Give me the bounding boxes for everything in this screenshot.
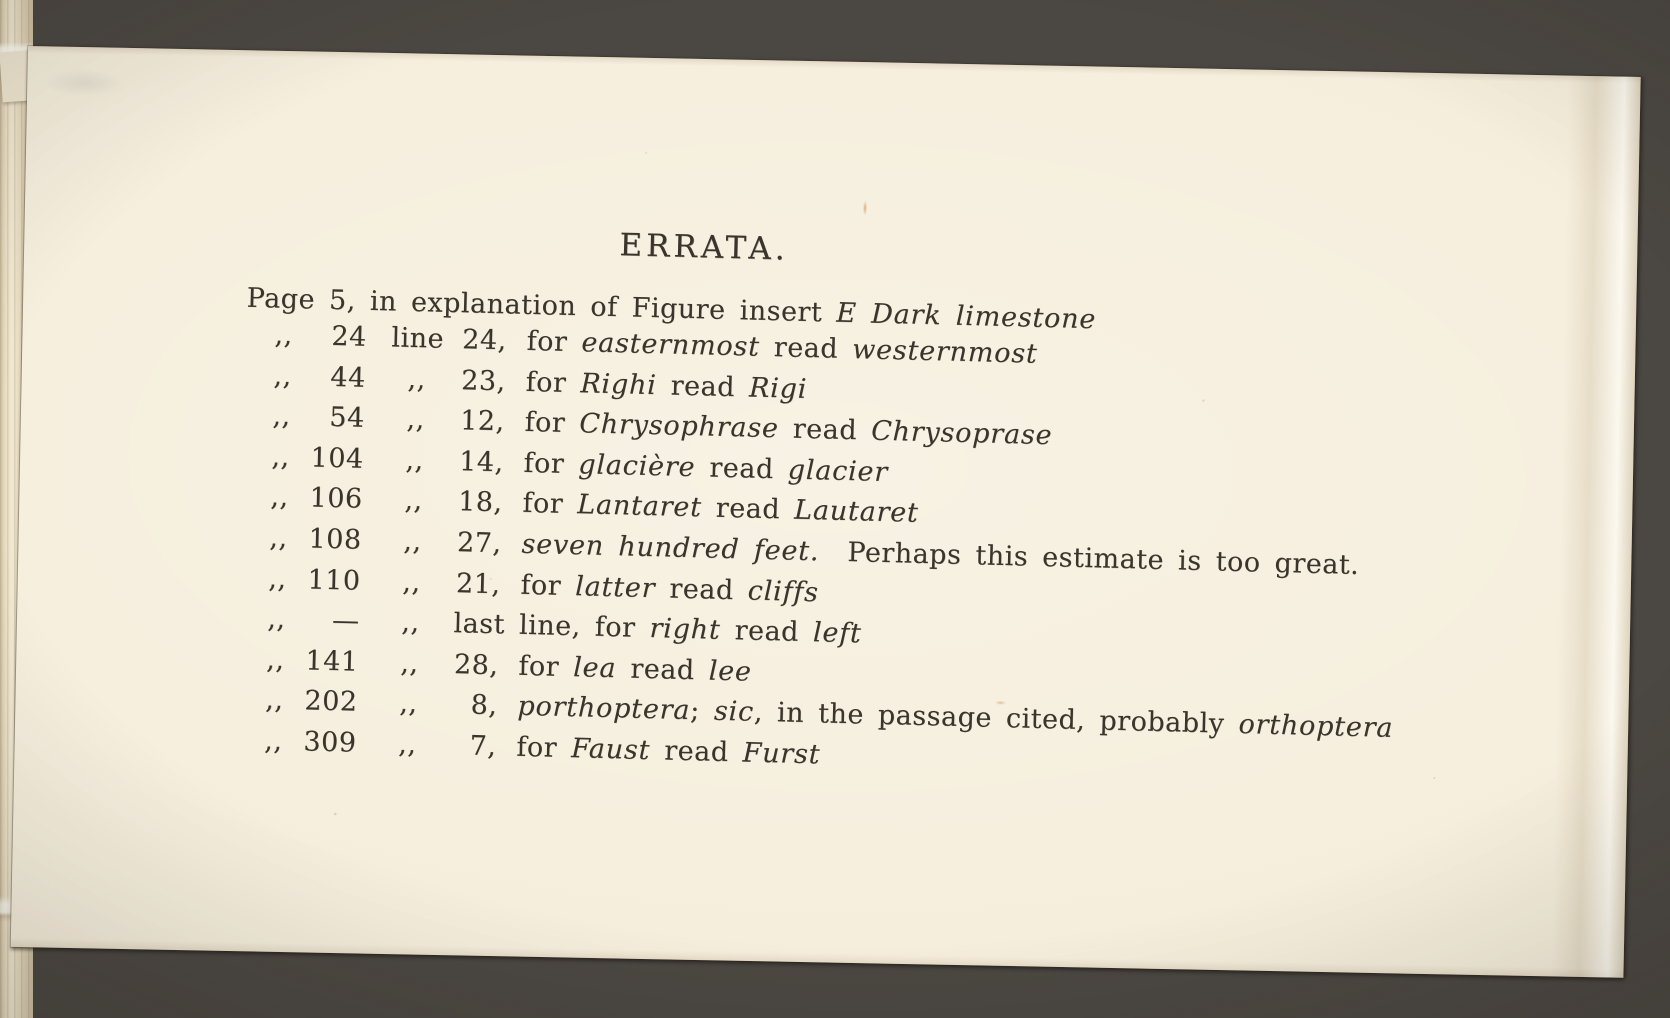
printed-text-block (151, 217, 1464, 796)
plain-text: for (523, 447, 579, 480)
plain-text: for (518, 650, 574, 683)
page-ditto-mark: ,, (266, 644, 285, 676)
line-number: 8, (470, 689, 498, 722)
italic-text: Chrysophrase (578, 408, 780, 445)
line-number: 12, (459, 405, 506, 438)
italic-text: westernmost (851, 334, 1038, 370)
plain-text: for (520, 569, 576, 602)
page-ditto-mark: ,, (267, 603, 286, 635)
line-number: 14, (458, 445, 505, 479)
line-number: 24, (461, 324, 508, 357)
errata-title: ERRATA. (619, 227, 790, 268)
italic-text: Chrysoprase (870, 415, 1053, 452)
erratum-text (516, 732, 821, 771)
line-number: 23, (460, 364, 507, 397)
page-number: — (331, 605, 360, 637)
page-ditto-mark: ,, (268, 562, 288, 595)
italic-text: cliffs (747, 575, 820, 608)
italic-text: left (812, 617, 863, 650)
page-number: 104 (310, 442, 365, 475)
italic-text: E Dark limestone (835, 297, 1097, 336)
italic-text: seven hundred feet. (521, 528, 820, 568)
line-ditto-mark: ,, (403, 525, 423, 558)
line-ditto-mark: ,, (401, 606, 421, 639)
italic-text: Lautaret (793, 495, 920, 530)
italic-text: lea (572, 651, 617, 684)
page-ditto-mark: ,, (274, 319, 294, 351)
plain-text: last line, for (453, 608, 650, 645)
italic-text: orthoptera (1238, 709, 1394, 745)
intro-page-label: Page (246, 282, 316, 316)
italic-text: Rigi (748, 372, 808, 405)
italic-text: glacier (787, 454, 889, 488)
page-number: 24 (331, 320, 368, 353)
plain-text: ; (689, 695, 715, 728)
line-ditto-mark: ,, (402, 566, 422, 598)
line-ditto-mark: ,, (407, 363, 427, 395)
erratum-text (518, 651, 752, 688)
page-number: 106 (309, 482, 364, 516)
line-number: 28, (453, 648, 499, 681)
page-number: 141 (305, 645, 359, 678)
page-ditto-mark: ,, (263, 725, 283, 757)
italic-text: Righi (580, 367, 658, 401)
line-ditto-mark: ,, (400, 647, 419, 679)
italic-text: latter (574, 570, 656, 604)
line-number: 21, (455, 567, 501, 600)
italic-text: Lantaret (576, 489, 703, 524)
plain-text: , in the passage cited, probably (753, 697, 1239, 741)
italic-text: sic (713, 696, 755, 729)
plain-text: read (720, 615, 814, 649)
line-number: 18, (457, 486, 503, 519)
italic-text: porthoptera (517, 691, 691, 727)
page-ditto-mark: ,, (269, 522, 289, 554)
plain-text: for (522, 488, 578, 521)
page-ditto-mark: ,, (270, 481, 290, 514)
page-ditto-mark: ,, (271, 441, 291, 473)
plain-text: for (525, 366, 581, 399)
line-number: 7, (469, 730, 497, 763)
line-ditto-mark: line (391, 322, 445, 355)
plain-text: read (654, 572, 749, 607)
italic-text: right (649, 613, 721, 647)
italic-text: easternmost (581, 327, 761, 363)
page-number: 202 (304, 685, 358, 719)
erratum-text (525, 366, 807, 404)
line-ditto-mark: ,, (404, 485, 424, 517)
line-ditto-mark: ,, (406, 404, 426, 436)
page-ditto-mark: ,, (264, 684, 284, 717)
plain-text: 5, in explanation of Figure insert (328, 284, 837, 329)
plain-text: read (656, 369, 750, 404)
italic-text: glacière (577, 448, 696, 483)
line-ditto-mark: ,, (405, 444, 425, 477)
page-number: 108 (308, 523, 363, 556)
plain-text: for (524, 407, 580, 440)
plain-text: read (778, 413, 872, 447)
line-ditto-mark: ,, (397, 728, 417, 761)
page-number: 54 (328, 402, 366, 434)
plain-text: for (516, 731, 572, 765)
plain-text: read (694, 451, 789, 486)
page-number: 110 (307, 563, 361, 597)
intro-space (315, 284, 330, 315)
plain-text: read (649, 735, 744, 769)
plain-text: Perhaps this estimate is too great. (818, 536, 1360, 581)
erratum-text (520, 569, 819, 608)
italic-text: Faust (570, 733, 651, 767)
errata-rows (151, 317, 1462, 796)
italic-text: Furst (742, 737, 821, 771)
plain-text: read (759, 331, 853, 366)
page-ditto-mark: ,, (272, 400, 292, 433)
page-number: 44 (329, 361, 367, 394)
errata-page (11, 46, 1641, 978)
page-number: 309 (303, 726, 357, 759)
line-number: 27, (456, 527, 502, 560)
line-ditto-mark: ,, (399, 688, 418, 720)
plain-text: for (526, 325, 582, 359)
plain-text: read (615, 652, 710, 687)
italic-text: lee (708, 655, 753, 688)
plain-text: read (701, 492, 795, 527)
page-ditto-mark: ,, (273, 360, 293, 392)
